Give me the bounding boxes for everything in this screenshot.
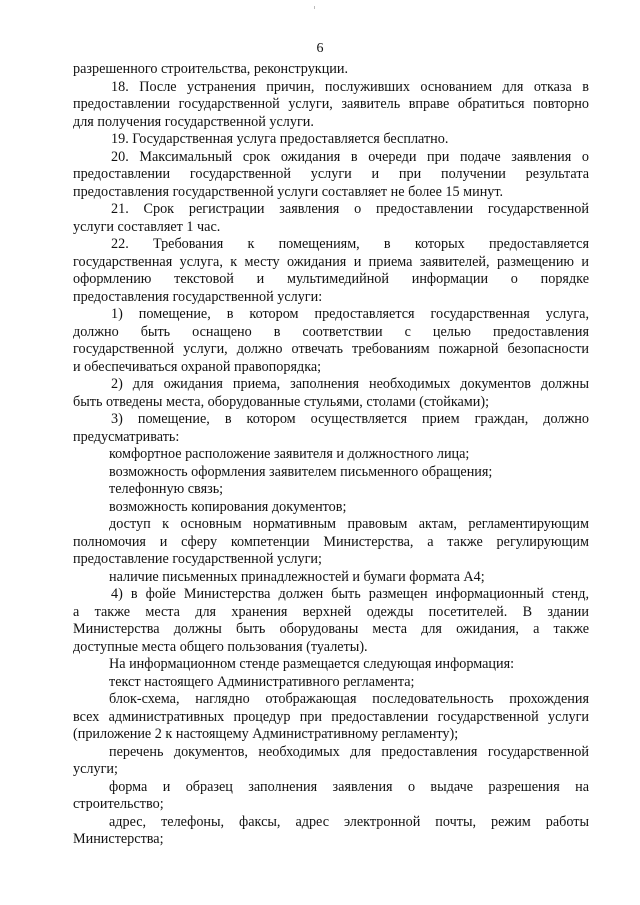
text-line: комфортное расположение заявителя и должностного лица; [109, 446, 470, 462]
text-line: телефонную связь; [109, 481, 224, 497]
text-line: возможность оформления заявителем письменного обращения; [109, 463, 493, 480]
text-line: возможность копирования документов; [109, 498, 347, 515]
text-line: 2) для ожидания приема, заполнения необходимых документов должны [111, 376, 589, 392]
text-line: доступ к основным нормативным правовым актам, регламентирующим [109, 516, 589, 532]
page-number: 6 [316, 41, 324, 56]
text-line: государственной услуги, должно отвечать требованиям пожарной безопасности [73, 341, 589, 357]
text-line: наличие письменных принадлежностей и бумаги формата А4; [109, 568, 485, 585]
text-line: и обеспечиваться охраной правопорядка; [73, 358, 322, 375]
text-line: 3) помещение, в котором осуществляется прием граждан, должно [111, 411, 589, 427]
text-line: 20. Максимальный срок ожидания в очереди при подаче заявления о [111, 148, 589, 165]
text-line: 22. Требования к помещениям, в которых предоставляется [111, 236, 589, 252]
text-line: форма и образец заполнения заявления о выдаче разрешения на [109, 778, 589, 795]
text-line: доступные места общего пользования (туалеты). [73, 638, 368, 655]
text-line: На информационном стенде размещается следующая информация: [109, 656, 515, 672]
text-line: строительство; [73, 796, 164, 812]
text-line: предусматривать: [73, 428, 180, 445]
text-line: 21. Срок регистрации заявления о предоставлении государственной [111, 201, 589, 217]
text-line: 1) помещение, в котором предоставляется государственная услуга, [111, 306, 589, 322]
text-line: блок-схема, наглядно отображающая последовательность прохождения [109, 691, 589, 707]
text-line: государственная услуга, к месту ожидания и приема заявителей, размещению и [73, 253, 589, 270]
document-body [73, 61, 589, 849]
text-line: 18. После устранения причин, послуживших основанием для отказа в [111, 78, 589, 95]
text-line: должно быть оснащено в соответствии с целью предоставления [73, 323, 589, 340]
text-line: (приложение 2 к настоящему Административному регламенту); [73, 726, 459, 742]
text-line: быть отведены места, оборудованные стульями, столами (стойками); [73, 393, 490, 410]
text-line: разрешенного строительства, реконструкции. [73, 61, 349, 77]
text-line: оформлению текстовой и мультимедийной информации о порядке [73, 271, 589, 287]
text-line: адрес, телефоны, факсы, адрес электронной почты, режим работы [109, 813, 589, 830]
text-line: 4) в фойе Министерства должен быть размещен информационный стенд, [111, 586, 589, 602]
text-line: а также места для хранения верхней одежды посетителей. В здании [73, 603, 589, 620]
text-line: предоставления государственной услуги составляет не более 15 минут. [73, 183, 504, 200]
text-line: полномочия и сферу компетенции Министерства, а также регулирующим [73, 533, 589, 550]
text-line: услуги составляет 1 час. [73, 218, 221, 235]
text-line: Министерства должны быть оборудованы места для ожидания, а также [73, 621, 589, 637]
text-line: для получения государственной услуги. [73, 113, 314, 130]
text-line: 19. Государственная услуга предоставляется бесплатно. [111, 131, 449, 147]
text-line: текст настоящего Административного регламента; [109, 673, 415, 690]
text-line: предоставления государственной услуги: [73, 288, 323, 305]
text-line: всех административных процедур при предоставлении государственной услуги [73, 708, 589, 725]
text-line: предоставление государственной услуги; [73, 551, 322, 567]
text-line: услуги; [73, 761, 118, 777]
text-line: предоставлении государственной услуги и при получении результата [73, 166, 589, 182]
text-line: Министерства; [73, 831, 164, 847]
text-line: предоставлении государственной услуги, заявитель вправе обратиться повторно [73, 96, 589, 112]
scan-mark [314, 6, 315, 9]
text-line: перечень документов, необходимых для предоставления государственной [109, 743, 589, 760]
